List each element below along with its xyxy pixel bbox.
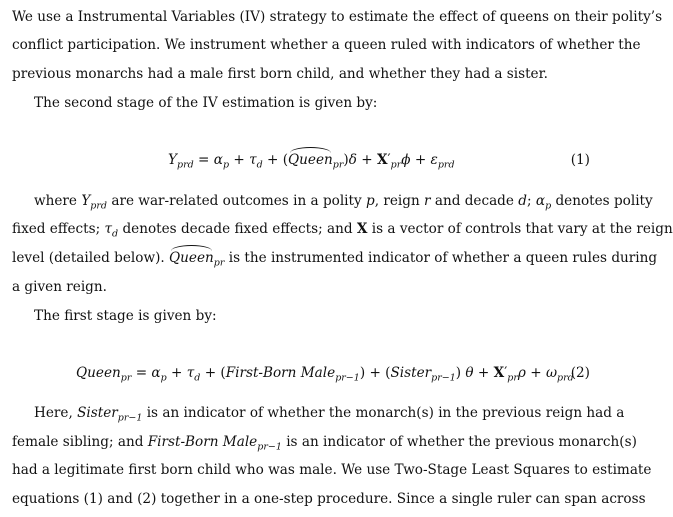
paragraph-3-line-2: fixed effects; $\tau_d$ denotes decade fixed effects; and X is a vector of controls that vary at the reign bbox=[12, 221, 673, 240]
equation-2: Queen$_{pr}$ = $\alpha_p + \tau_d$ + (First-Born Male$_{pr-1}$) + (Sister$_{pr-1}$) $\theta + X'_{pr}\rho + \omega_{prd}$ bbox=[76, 365, 574, 384]
paragraph-5-line-1: Here, Sister$_{pr-1}$ is an indicator of whether the monarch(s) in the previous reign had a bbox=[34, 405, 625, 424]
paragraph-4-line-1: The first stage is given by: bbox=[34, 308, 217, 324]
paragraph-2-line-1: The second stage of the IV estimation is given by: bbox=[34, 95, 378, 111]
paragraph-1-line-2: conflict participation. We instrument whether a queen ruled with indicators of whether the bbox=[12, 37, 641, 53]
paragraph-5-line-4: equations (1) and (2) together in a one-step procedure. Since a single ruler can span across bbox=[12, 491, 646, 507]
paragraph-3-line-3: level (detailed below). Queen$_{pr}$ is the instrumented indicator of whether a queen rules during bbox=[12, 250, 658, 269]
paragraph-5-line-2: female sibling; and First-Born Male$_{pr-1}$ is an indicator of whether the previous monarch(s) bbox=[12, 434, 637, 453]
paragraph-1-line-1: We use a Instrumental Variables (IV) strategy to estimate the effect of queens on their polity’s bbox=[12, 9, 663, 25]
equation-2-number: (2) bbox=[570, 365, 590, 381]
paragraph-5-line-3: had a legitimate first born child who was male. We use Two-Stage Least Squares to estimate bbox=[12, 462, 652, 478]
paragraph-1-line-3: previous monarchs had a male first born child, and whether they had a sister. bbox=[12, 66, 548, 82]
paragraph-3-line-4: a given reign. bbox=[12, 279, 107, 295]
equation-1: $Y_{prd} = \alpha_p + \tau_d$ + (Queen$_{pr}$)δ + $X'_{pr}\phi + \varepsilon_{prd}$ bbox=[168, 152, 455, 171]
paragraph-3-line-1: where $Y_{prd}$ are war-related outcomes in a polity p, reign r and decade d; $\alpha_p$ denotes polity bbox=[34, 193, 653, 212]
equation-1-number: (1) bbox=[570, 152, 590, 168]
